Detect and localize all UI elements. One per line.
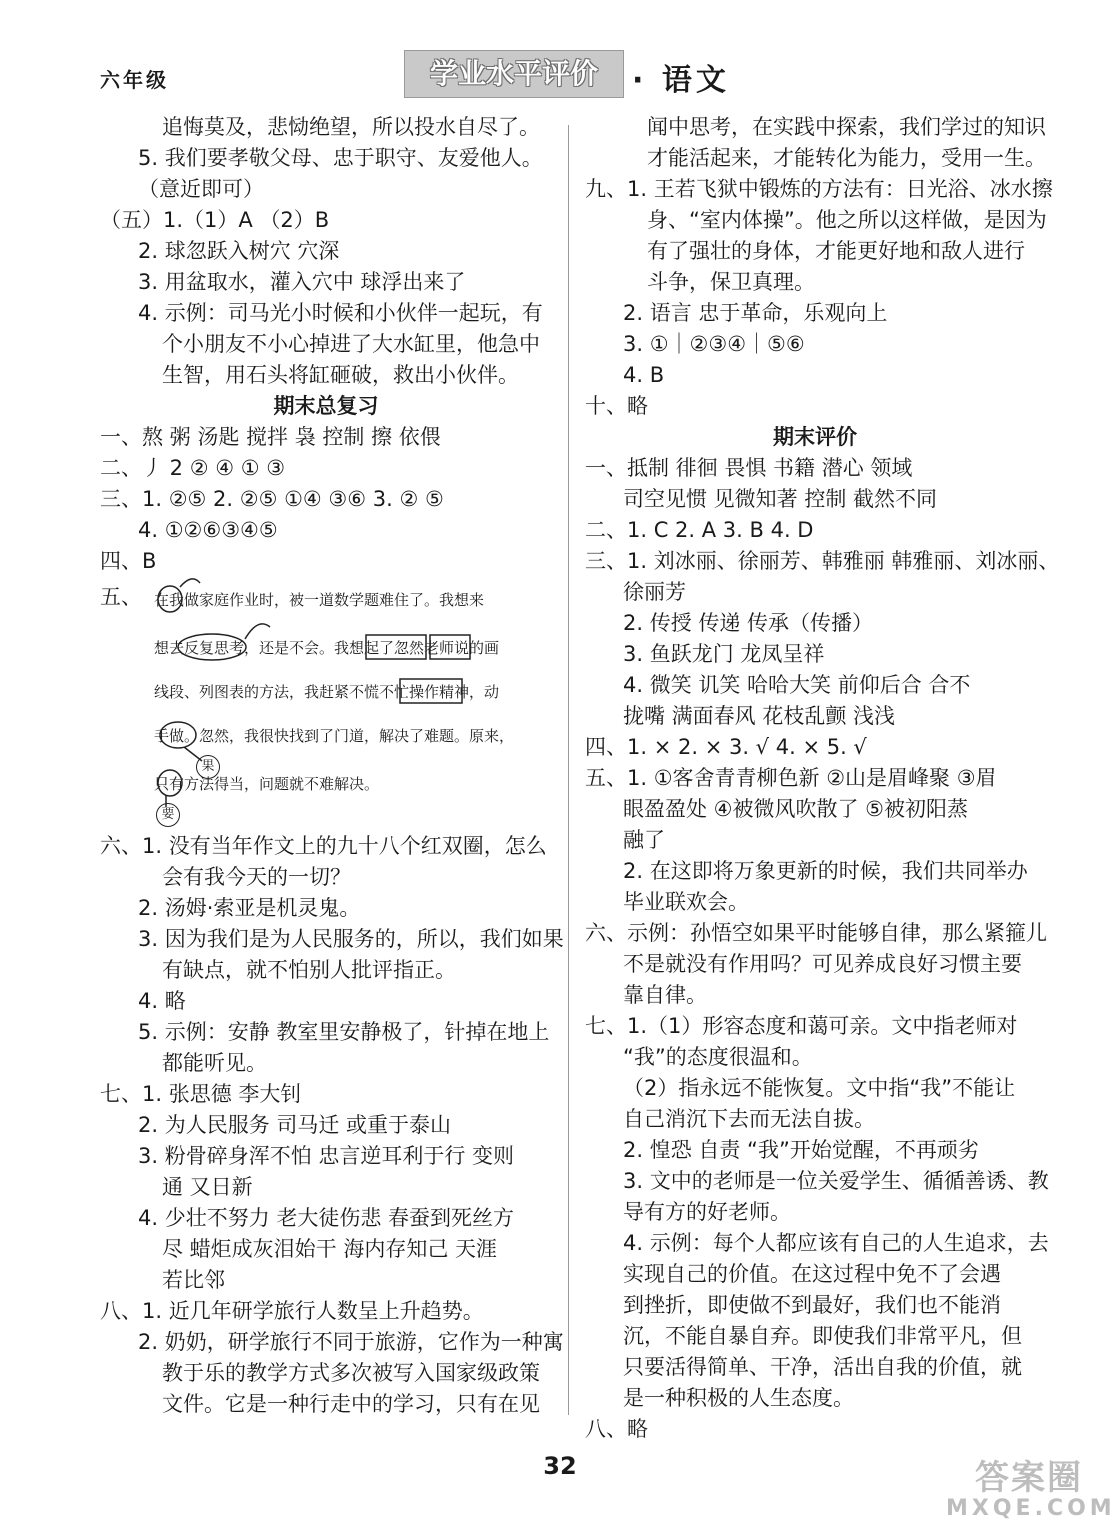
answer-line: 5. 示例：安静 教室里安静极了，针掉在地上	[138, 1020, 550, 1044]
answer-line: 追悔莫及，悲恸绝望，所以投水自尽了。	[162, 115, 540, 139]
section-heading: 期末评价	[773, 425, 857, 449]
correction-mark: 要	[156, 803, 180, 827]
answer-line: 七、1.（1）形容态度和蔼可亲。文中指老师对	[585, 1014, 1018, 1038]
answer-line: 一、抵制 徘徊 畏惧 书籍 潜心 领域	[585, 456, 913, 480]
answer-line: 三、1. ②⑤ 2. ②⑤ ①④ ③⑥ 3. ② ⑤	[100, 487, 444, 511]
answer-line: 融了	[623, 828, 665, 852]
answer-line: 九、1. 王若飞狱中锻炼的方法有：日光浴、冰水擦	[585, 177, 1053, 201]
answer-line: 会有我今天的一切？	[162, 865, 351, 889]
answer-line: 教于乐的教学方式多次被写入国家级政策	[162, 1361, 540, 1385]
answer-line: （五）1.（1）A （2）B	[100, 208, 330, 232]
answer-line: 3. 因为我们是为人民服务的，所以，我们如果	[138, 927, 564, 951]
answer-line: 二、丿 2 ② ④ ① ③	[100, 456, 286, 480]
answer-line: （2）指永远不能恢复。文中指“我”不能让	[623, 1076, 1016, 1100]
watermark-url: MXQE.COM	[946, 1496, 1116, 1522]
answer-line: 八、1. 近几年研学旅行人数呈上升趋势。	[100, 1299, 484, 1323]
answer-line: 2. 在这即将万象更新的时候，我们共同举办	[623, 859, 1028, 883]
answer-line: （意近即可）	[138, 177, 264, 201]
correction-mark: 果	[196, 755, 220, 779]
column-divider	[568, 125, 569, 1415]
answer-line: 4. ①②⑥③④⑤	[138, 518, 278, 542]
answer-line: 不是就没有作用吗？可见养成良好习惯主要	[623, 952, 1022, 976]
answer-line: 到挫折，即使做不到最好，我们也不能消	[623, 1293, 1001, 1317]
answer-line: 才能活起来，才能转化为能力，受用一生。	[647, 146, 1046, 170]
answer-line: 六、1. 没有当年作文上的九十八个红双圈，怎么	[100, 834, 547, 858]
book-title-banner: 学业水平评价	[404, 50, 624, 98]
markup-line: 在我做家庭作业时，被一道数学题难住了。我想来	[154, 591, 485, 609]
answer-line: 眼盈盈处 ④被微风吹散了 ⑤被初阳蒸	[623, 797, 969, 821]
answer-line: 斗争，保卫真理。	[647, 270, 815, 294]
answer-line: 四、1. × 2. × 3. √ 4. × 5. √	[585, 735, 867, 759]
left-answers-bottom	[100, 831, 564, 1420]
answer-line: 五、1. ①客舍青青柳色新 ②山是眉峰聚 ③眉	[585, 766, 997, 790]
right-column	[585, 112, 1060, 1445]
answer-line: 2. 惶恐 自责 “我”开始觉醒，不再顽劣	[623, 1138, 979, 1162]
left-column	[100, 112, 564, 1420]
answer-line: 八、略	[585, 1417, 648, 1441]
answer-line: 若比邻	[162, 1268, 225, 1292]
answer-line: 身、“室内体操”。他之所以这样做，是因为	[647, 208, 1047, 232]
answer-line: 三、1. 刘冰丽、徐丽芳、韩雅丽 韩雅丽、刘冰丽、	[585, 549, 1060, 573]
page-header	[0, 0, 1120, 110]
answer-line: 3. ①｜②③④｜⑤⑥	[623, 332, 805, 356]
subject-label: · 语文	[632, 63, 730, 98]
answer-line: 生智，用石头将缸砸破，救出小伙伴。	[162, 363, 519, 387]
right-answers	[585, 112, 1060, 1445]
markup-line: 线段、列图表的方法，我赶紧不慌不忙操作精神，动	[154, 683, 500, 701]
answer-line: 十、略	[585, 394, 648, 418]
answer-line: 4. 少壮不努力 老大徒伤悲 春蚕到死丝方	[138, 1206, 515, 1230]
answer-line: 2. 传授 传递 传承（传播）	[623, 611, 874, 635]
answer-line: 沉，不能自暴自弃。即使我们非常平凡，但	[623, 1324, 1022, 1348]
markup-label: 五、	[100, 585, 142, 609]
answer-line: 尽 蜡炬成灰泪始干 海内存知己 天涯	[162, 1237, 498, 1261]
watermark-logo	[946, 1458, 1116, 1530]
answer-line: 4. 微笑 讥笑 哈哈大笑 前仰后合 合不	[623, 673, 971, 697]
answer-line: 3. 鱼跃龙门 龙凤呈祥	[623, 642, 825, 666]
answer-line: 5. 我们要孝敬父母、忠于职守、友爱他人。	[138, 146, 543, 170]
answer-line: 2. 为人民服务 司马迁 或重于泰山	[138, 1113, 452, 1137]
answer-line: 六、示例：孙悟空如果平时能够自律，那么紧箍儿	[585, 921, 1047, 945]
answer-line: 四、B	[100, 549, 157, 573]
answer-line: 4. 略	[138, 989, 186, 1013]
answer-line: 3. 粉骨碎身浑不怕 忠言逆耳利于行 变则	[138, 1144, 515, 1168]
answer-line: 二、1. C 2. A 3. B 4. D	[585, 518, 814, 542]
answer-line: 个小朋友不小心掉进了大水缸里，他急中	[162, 332, 540, 356]
page-number: 32	[543, 1452, 577, 1480]
section-heading: 期末总复习	[273, 394, 379, 418]
answer-line: 徐丽芳	[623, 580, 686, 604]
answer-line: 司空见惯 见微知著 控制 截然不同	[623, 487, 938, 511]
answer-line: 是一种积极的人生态度。	[623, 1386, 854, 1410]
left-answers-top	[100, 112, 552, 577]
answer-line: 闻中思考，在实践中探索，我们学过的知识	[647, 115, 1046, 139]
answer-line: 2. 奶奶，研学旅行不同于旅游，它作为一种寓	[138, 1330, 564, 1354]
grade-label: 六年级	[100, 68, 169, 92]
markup-strokes	[100, 577, 552, 831]
answer-line: 4. 示例：司马光小时候和小伙伴一起玩，有	[138, 301, 543, 325]
answer-line: 只要活得简单、干净，活出自我的价值，就	[623, 1355, 1022, 1379]
answer-line: 3. 用盆取水，灌入穴中 球浮出来了	[138, 270, 466, 294]
answer-line: 有了强壮的身体，才能更好地和敌人进行	[647, 239, 1025, 263]
markup-line: 只有方法得当，问题就不难解决。	[154, 775, 380, 793]
markup-line: 想去反复思考，还是不会。我想起了忽然老师说的画	[154, 639, 500, 657]
answer-line: “我”的态度很温和。	[623, 1045, 813, 1069]
answer-line: 靠自律。	[623, 983, 707, 1007]
answer-line: 都能听见。	[162, 1051, 267, 1075]
answer-line: 4. 示例：每个人都应该有自己的人生追求，去	[623, 1231, 1049, 1255]
answer-line: 有缺点，就不怕别人批评指正。	[162, 958, 456, 982]
markup-line: 手做。忽然，我很快找到了门道，解决了难题。原来，	[154, 727, 515, 745]
answer-line: 实现自己的价值。在这过程中免不了会遇	[623, 1262, 1001, 1286]
answer-line: 通 又日新	[162, 1175, 253, 1199]
answer-line: 一、熬 粥 汤匙 搅拌 袅 控制 擦 依偎	[100, 425, 441, 449]
answer-line: 文件。它是一种行走中的学习，只有在见	[162, 1392, 540, 1416]
answer-line: 3. 文中的老师是一位关爱学生、循循善诱、教	[623, 1169, 1049, 1193]
answer-line: 2. 语言 忠于革命，乐观向上	[623, 301, 888, 325]
answer-line: 拢嘴 满面春风 花枝乱颤 浅浅	[623, 704, 896, 728]
answer-line: 导有方的好老师。	[623, 1200, 791, 1224]
answer-line: 4. B	[623, 363, 665, 387]
watermark-text: 答案圈	[975, 1458, 1083, 1498]
answer-line: 2. 汤姆·索亚是机灵鬼。	[138, 896, 361, 920]
answer-line: 自己消沉下去而无法自拔。	[623, 1107, 875, 1131]
answer-line: 毕业联欢会。	[623, 890, 749, 914]
answer-line: 七、1. 张思德 李大钊	[100, 1082, 302, 1106]
proofreading-markup	[100, 577, 552, 831]
answer-line: 2. 球忽跃入树穴 穴深	[138, 239, 340, 263]
